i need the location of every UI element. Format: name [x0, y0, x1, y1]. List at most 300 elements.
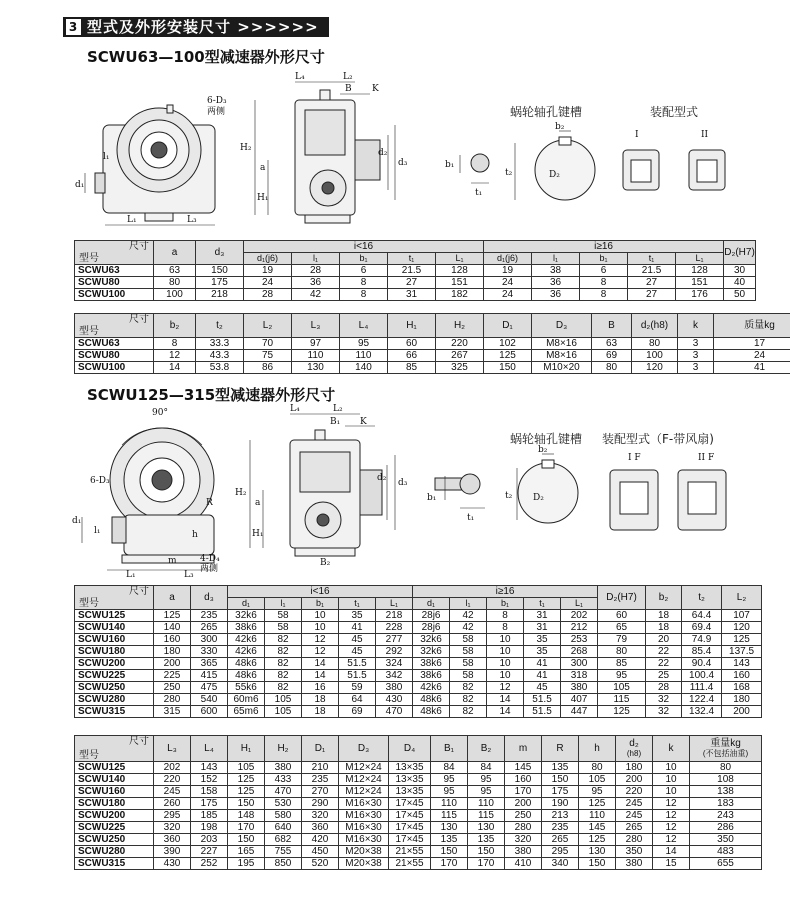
- value-cell: 82: [450, 706, 487, 718]
- value-cell: 45: [339, 634, 376, 646]
- value-cell: 290: [302, 798, 339, 810]
- value-cell: 324: [376, 658, 413, 670]
- value-cell: 95: [340, 338, 388, 350]
- side1-label-d3: d₃: [398, 158, 408, 168]
- value-cell: 14: [653, 846, 690, 858]
- front2-label-both: 两侧: [200, 564, 219, 574]
- table-d-corner: 尺寸 型号: [75, 736, 154, 762]
- value-cell: 41: [524, 670, 561, 682]
- table-row: [75, 858, 762, 870]
- value-cell: 48k6: [228, 670, 265, 682]
- value-cell: 165: [228, 846, 265, 858]
- value-cell: 8: [340, 277, 388, 289]
- value-cell: 20: [646, 634, 682, 646]
- value-cell: 80: [154, 277, 196, 289]
- model-cell: SCWU100: [75, 362, 154, 374]
- value-cell: 137.5: [722, 646, 762, 658]
- model-cell: SCWU250: [75, 834, 154, 846]
- table-row: [75, 706, 762, 718]
- value-cell: 8: [340, 289, 388, 301]
- value-cell: 10: [487, 658, 524, 670]
- value-cell: 151: [676, 277, 724, 289]
- front1-label-l1: l₁: [103, 152, 110, 162]
- table-row: [75, 846, 762, 858]
- value-cell: 14: [487, 694, 524, 706]
- value-cell: 60: [598, 610, 646, 622]
- value-cell: 470: [265, 786, 302, 798]
- side2-label-d2: d₂: [377, 473, 387, 483]
- value-cell: 277: [376, 634, 413, 646]
- side-view-drawing-1: [240, 70, 415, 230]
- value-cell: 38: [532, 265, 580, 277]
- side2-label-L2: L₂: [333, 404, 343, 414]
- front2-label-d3: 6-D₃: [90, 476, 110, 486]
- value-cell: 28j6: [413, 622, 450, 634]
- value-cell: 145: [579, 822, 616, 834]
- side1-label-H2: H₂: [240, 143, 252, 153]
- section1-title: SCWU63—100型减速器外形尺寸: [87, 48, 325, 66]
- table-row: [75, 658, 762, 670]
- value-cell: 170: [505, 786, 542, 798]
- table-c-group-ge: i≥16: [413, 586, 598, 598]
- value-cell: 220: [616, 786, 653, 798]
- value-cell: 150: [579, 858, 616, 870]
- value-cell: 105: [228, 762, 265, 774]
- value-cell: 111.4: [682, 682, 722, 694]
- value-cell: 14: [487, 706, 524, 718]
- table-row: [75, 834, 762, 846]
- value-cell: 170: [468, 858, 505, 870]
- side1-label-B: B: [345, 84, 352, 94]
- front2-label-m: m: [168, 556, 177, 566]
- value-cell: 6: [580, 265, 628, 277]
- table-c-group-lt: i<16: [228, 586, 413, 598]
- value-cell: 160: [154, 634, 191, 646]
- model-cell: SCWU200: [75, 658, 154, 670]
- value-cell: 130: [579, 846, 616, 858]
- value-cell: 82: [265, 658, 302, 670]
- value-cell: 10: [487, 670, 524, 682]
- value-cell: 48k6: [228, 658, 265, 670]
- value-cell: 13×35: [389, 786, 431, 798]
- value-cell: 320: [505, 834, 542, 846]
- value-cell: 22: [646, 658, 682, 670]
- value-cell: 253: [561, 634, 598, 646]
- table-row: [75, 610, 762, 622]
- value-cell: 18: [646, 622, 682, 634]
- value-cell: 682: [265, 834, 302, 846]
- value-cell: 70: [244, 338, 292, 350]
- model-cell: SCWU180: [75, 798, 154, 810]
- value-cell: 105: [265, 706, 302, 718]
- front2-label-L1: L₁: [126, 570, 136, 580]
- value-cell: 125: [484, 350, 532, 362]
- section-title: 型式及外形安装尺寸 >>>>>>: [87, 18, 319, 36]
- value-cell: 80: [579, 762, 616, 774]
- value-cell: 66: [388, 350, 436, 362]
- value-cell: 245: [616, 810, 653, 822]
- value-cell: 380: [505, 846, 542, 858]
- key1-D2: D₂: [549, 170, 560, 180]
- value-cell: 430: [376, 694, 413, 706]
- value-cell: M8×16: [532, 350, 592, 362]
- key1-t1: t₁: [475, 188, 483, 198]
- value-cell: 51.5: [524, 706, 561, 718]
- value-cell: 380: [265, 762, 302, 774]
- value-cell: 32k6: [228, 610, 265, 622]
- section-header: [63, 17, 329, 37]
- value-cell: 85.4: [682, 646, 722, 658]
- table-row: [75, 774, 762, 786]
- table-row: [75, 694, 762, 706]
- value-cell: 125: [579, 834, 616, 846]
- value-cell: 202: [561, 610, 598, 622]
- value-cell: 21×55: [389, 858, 431, 870]
- table-a-header: d₃: [196, 241, 244, 265]
- value-cell: 17×45: [389, 798, 431, 810]
- value-cell: 31: [524, 610, 561, 622]
- value-cell: 125: [579, 798, 616, 810]
- value-cell: 95: [431, 774, 468, 786]
- value-cell: M8×16: [532, 338, 592, 350]
- front1-label-d1: d₁: [75, 180, 85, 190]
- value-cell: 19: [244, 265, 292, 277]
- value-cell: 12: [653, 798, 690, 810]
- table-row: [75, 634, 762, 646]
- value-cell: 130: [431, 822, 468, 834]
- value-cell: 295: [154, 810, 191, 822]
- value-cell: 220: [436, 338, 484, 350]
- table-c-corner: 尺寸 型号: [75, 586, 154, 610]
- value-cell: 65m6: [228, 706, 265, 718]
- value-cell: 470: [376, 706, 413, 718]
- value-cell: M10×20: [532, 362, 592, 374]
- model-cell: SCWU280: [75, 694, 154, 706]
- value-cell: 31: [388, 289, 436, 301]
- model-cell: SCWU225: [75, 670, 154, 682]
- value-cell: 10: [302, 610, 339, 622]
- model-cell: SCWU125: [75, 762, 154, 774]
- value-cell: 218: [196, 289, 244, 301]
- value-cell: 50: [724, 289, 756, 301]
- model-cell: SCWU225: [75, 822, 154, 834]
- value-cell: 41: [339, 622, 376, 634]
- value-cell: 32: [646, 694, 682, 706]
- value-cell: 32k6: [413, 634, 450, 646]
- side2-label-H2: H₂: [235, 488, 247, 498]
- value-cell: 48k6: [413, 706, 450, 718]
- value-cell: 80: [690, 762, 762, 774]
- value-cell: 82: [265, 682, 302, 694]
- table-row: [75, 798, 762, 810]
- value-cell: 182: [436, 289, 484, 301]
- value-cell: 12: [302, 646, 339, 658]
- value-cell: 115: [431, 810, 468, 822]
- table-row: [75, 810, 762, 822]
- value-cell: 200: [505, 798, 542, 810]
- value-cell: 13×35: [389, 774, 431, 786]
- value-cell: 58: [450, 646, 487, 658]
- value-cell: 28: [292, 265, 340, 277]
- value-cell: 100.4: [682, 670, 722, 682]
- spec-table-d: 尺寸 型号 L₃ L₄ H₁ H₂ D₁ D₃ D₄ B₁ B₂ m R h d₂ (h8) k 重量kg (不包括油重) SCWU125 202 143 105 380 210 M12×24 13×35 84 84 145 135 80 180 10 80 SCWU140 220 152 125 433 235 M12×24 13×35 95 95 160 150 105 200 10 108 SCWU160 245 158 125 470 270 M12×24 13×35 95 95 170 175 95 220 10 138 SCWU180 260 175 150 530 290 M16×30 17×45 110 110 200 190 125 245 12 183 SCWU200 295 185 148 580 320 M16×30 17×45 115 115 250 213 110 245 12 243 SCWU225 320 198 170 640 360 M16×30 17×45 130 130 280 235 145 265 12 286 SCWU250 360 203 150 682 420 M16×30 17×45 135 135 320 265 125 280 12 350 SCWU280 390 227 165 755 450 M20×38 21×55 150 150 380 295 130 350 14 483 SCWU315 430 252 195 850 520 M20×38 21×55 170 170 410 340 150 380 15 655: [74, 735, 762, 870]
- value-cell: 58: [450, 658, 487, 670]
- value-cell: 13×35: [389, 762, 431, 774]
- value-cell: 120: [722, 622, 762, 634]
- value-cell: 82: [450, 694, 487, 706]
- value-cell: 95: [468, 786, 505, 798]
- value-cell: 318: [561, 670, 598, 682]
- value-cell: 350: [690, 834, 762, 846]
- assembly1-type-2: II: [701, 130, 709, 140]
- value-cell: 12: [653, 822, 690, 834]
- value-cell: 152: [191, 774, 228, 786]
- value-cell: 38k6: [413, 670, 450, 682]
- model-cell: SCWU315: [75, 706, 154, 718]
- value-cell: 320: [302, 810, 339, 822]
- value-cell: 143: [191, 762, 228, 774]
- value-cell: 6: [340, 265, 388, 277]
- value-cell: 143: [722, 658, 762, 670]
- value-cell: 135: [431, 834, 468, 846]
- value-cell: 25: [646, 670, 682, 682]
- value-cell: 160: [505, 774, 542, 786]
- value-cell: 12: [487, 682, 524, 694]
- key1-t2: t₂: [505, 168, 513, 178]
- value-cell: 108: [690, 774, 762, 786]
- value-cell: 48k6: [413, 694, 450, 706]
- value-cell: 27: [388, 277, 436, 289]
- value-cell: 260: [154, 798, 191, 810]
- value-cell: 120: [632, 362, 678, 374]
- value-cell: 450: [302, 846, 339, 858]
- value-cell: 245: [616, 798, 653, 810]
- value-cell: 27: [628, 289, 676, 301]
- value-cell: M20×38: [339, 846, 389, 858]
- value-cell: 24: [484, 289, 532, 301]
- table-row: [75, 762, 762, 774]
- value-cell: 360: [302, 822, 339, 834]
- value-cell: 63: [592, 338, 632, 350]
- front1-label-d3: 6-D₃: [207, 96, 227, 106]
- value-cell: 42: [292, 289, 340, 301]
- value-cell: 200: [616, 774, 653, 786]
- table-a-group-ge: i≥16: [484, 241, 724, 253]
- model-cell: SCWU315: [75, 858, 154, 870]
- value-cell: M16×30: [339, 798, 389, 810]
- value-cell: 280: [616, 834, 653, 846]
- front2-label-90: 90°: [152, 408, 168, 418]
- value-cell: 42k6: [228, 634, 265, 646]
- table-row: [75, 265, 756, 277]
- key2-b2: b₂: [538, 445, 548, 455]
- value-cell: 35: [524, 634, 561, 646]
- table-row: [75, 289, 756, 301]
- value-cell: 65: [598, 622, 646, 634]
- value-cell: 18: [302, 706, 339, 718]
- side1-label-d2: d₂: [378, 148, 388, 158]
- model-cell: SCWU280: [75, 846, 154, 858]
- value-cell: 15: [653, 858, 690, 870]
- value-cell: 42: [450, 622, 487, 634]
- value-cell: 100: [632, 350, 678, 362]
- value-cell: 12: [653, 834, 690, 846]
- value-cell: 135: [542, 762, 579, 774]
- section-number: 3: [66, 19, 81, 35]
- value-cell: 8: [487, 622, 524, 634]
- value-cell: 22: [646, 646, 682, 658]
- value-cell: 10: [487, 646, 524, 658]
- value-cell: 24: [244, 277, 292, 289]
- value-cell: 243: [690, 810, 762, 822]
- value-cell: 180: [616, 762, 653, 774]
- model-cell: SCWU140: [75, 774, 154, 786]
- value-cell: 125: [228, 774, 265, 786]
- value-cell: 420: [302, 834, 339, 846]
- value-cell: 64: [339, 694, 376, 706]
- value-cell: 415: [191, 670, 228, 682]
- side2-label-K: K: [360, 417, 367, 427]
- model-cell: SCWU63: [75, 265, 154, 277]
- value-cell: 292: [376, 646, 413, 658]
- value-cell: 600: [191, 706, 228, 718]
- value-cell: 27: [628, 277, 676, 289]
- value-cell: 235: [302, 774, 339, 786]
- value-cell: 410: [505, 858, 542, 870]
- assembly-drawing-1: [615, 125, 735, 205]
- value-cell: 43.3: [196, 350, 244, 362]
- value-cell: 407: [561, 694, 598, 706]
- value-cell: 430: [154, 858, 191, 870]
- front-view-drawing-2: [72, 405, 242, 580]
- value-cell: 138: [690, 786, 762, 798]
- value-cell: 41: [524, 658, 561, 670]
- value-cell: 33.3: [196, 338, 244, 350]
- value-cell: 24: [484, 277, 532, 289]
- key1-b1: b₁: [445, 160, 455, 170]
- value-cell: 30: [724, 265, 756, 277]
- value-cell: 447: [561, 706, 598, 718]
- value-cell: 10: [302, 622, 339, 634]
- value-cell: 21.5: [388, 265, 436, 277]
- value-cell: 755: [265, 846, 302, 858]
- value-cell: 95: [468, 774, 505, 786]
- value-cell: 17×45: [389, 834, 431, 846]
- side1-label-L2: L₂: [343, 72, 353, 82]
- value-cell: 340: [542, 858, 579, 870]
- value-cell: 80: [598, 646, 646, 658]
- front-view-drawing-1: [75, 95, 240, 230]
- value-cell: 32k6: [413, 646, 450, 658]
- value-cell: 360: [154, 834, 191, 846]
- value-cell: 85: [598, 658, 646, 670]
- value-cell: 28: [646, 682, 682, 694]
- value-cell: 325: [436, 362, 484, 374]
- table-a-group-lt: i<16: [244, 241, 484, 253]
- key2-t2: t₂: [505, 491, 513, 501]
- value-cell: 128: [436, 265, 484, 277]
- value-cell: 150: [431, 846, 468, 858]
- value-cell: 140: [154, 622, 191, 634]
- value-cell: 42: [450, 610, 487, 622]
- assembly-title-2: 装配型式（F-带风扇): [602, 432, 714, 446]
- value-cell: M12×24: [339, 762, 389, 774]
- front1-label-L1: L₁: [127, 215, 137, 225]
- keyway-drawing-2: [425, 445, 585, 538]
- side1-label-a: a: [260, 163, 266, 173]
- value-cell: 24: [714, 350, 790, 362]
- value-cell: 202: [154, 762, 191, 774]
- value-cell: 180: [154, 646, 191, 658]
- value-cell: 170: [431, 858, 468, 870]
- table-a-header: a: [154, 241, 196, 265]
- table-a-corner: 尺寸 型号: [75, 241, 154, 265]
- value-cell: 17×45: [389, 822, 431, 834]
- side2-label-d3: d₃: [398, 478, 408, 488]
- value-cell: 95: [431, 786, 468, 798]
- value-cell: 220: [154, 774, 191, 786]
- side1-label-L4: L₄: [295, 72, 305, 82]
- value-cell: M16×30: [339, 810, 389, 822]
- value-cell: 45: [339, 646, 376, 658]
- side2-label-B1: B₁: [330, 417, 341, 427]
- value-cell: 14: [154, 362, 196, 374]
- value-cell: 130: [468, 822, 505, 834]
- model-cell: SCWU80: [75, 277, 154, 289]
- value-cell: 380: [561, 682, 598, 694]
- value-cell: 8: [580, 277, 628, 289]
- table-row: [75, 682, 762, 694]
- value-cell: 8: [580, 289, 628, 301]
- value-cell: 140: [340, 362, 388, 374]
- value-cell: 63: [154, 265, 196, 277]
- value-cell: 342: [376, 670, 413, 682]
- value-cell: 12: [302, 634, 339, 646]
- front2-label-D4: 4-D₄: [200, 554, 220, 564]
- value-cell: 483: [690, 846, 762, 858]
- value-cell: 51.5: [524, 694, 561, 706]
- value-cell: 132.4: [682, 706, 722, 718]
- value-cell: 315: [154, 706, 191, 718]
- value-cell: 41: [714, 362, 790, 374]
- value-cell: 8: [154, 338, 196, 350]
- value-cell: 380: [376, 682, 413, 694]
- value-cell: 64.4: [682, 610, 722, 622]
- value-cell: 125: [722, 634, 762, 646]
- value-cell: 176: [676, 289, 724, 301]
- value-cell: 105: [579, 774, 616, 786]
- value-cell: 190: [542, 798, 579, 810]
- table-a-header: D₂(H7): [724, 241, 756, 265]
- keyway-title-1: 蜗轮轴孔键槽: [510, 105, 583, 119]
- model-cell: SCWU160: [75, 786, 154, 798]
- value-cell: 210: [302, 762, 339, 774]
- model-cell: SCWU140: [75, 622, 154, 634]
- value-cell: 380: [616, 858, 653, 870]
- value-cell: 69.4: [682, 622, 722, 634]
- table-row: [75, 670, 762, 682]
- value-cell: 3: [678, 362, 714, 374]
- value-cell: 151: [436, 277, 484, 289]
- value-cell: M16×30: [339, 834, 389, 846]
- value-cell: M12×24: [339, 774, 389, 786]
- value-cell: 35: [524, 646, 561, 658]
- table-row: [75, 646, 762, 658]
- value-cell: 31: [524, 622, 561, 634]
- value-cell: 110: [468, 798, 505, 810]
- keyway-title-2: 蜗轮轴孔键槽: [510, 432, 583, 446]
- table-row: [75, 338, 790, 350]
